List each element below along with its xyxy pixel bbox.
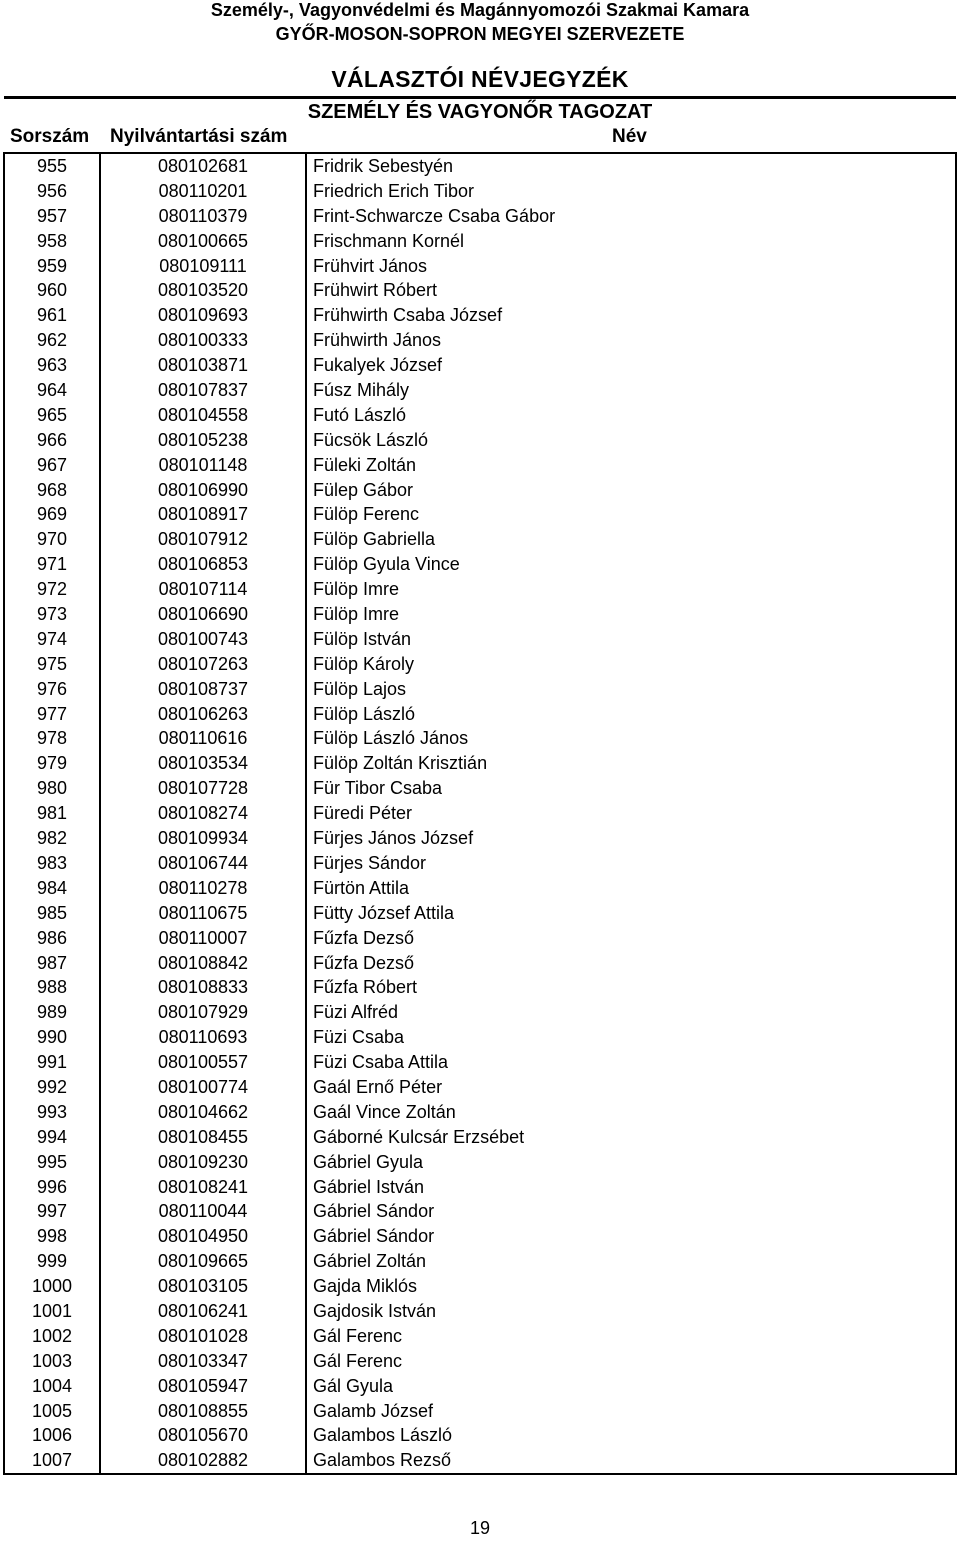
registration-number: 080108917 bbox=[101, 502, 307, 527]
member-name: Galambos László bbox=[313, 1425, 453, 1446]
row-number: 995 bbox=[5, 1150, 101, 1175]
registration-number: 080103105 bbox=[101, 1274, 307, 1299]
table-row bbox=[5, 1399, 955, 1424]
registration-number: 080101148 bbox=[101, 453, 307, 478]
table-row bbox=[5, 353, 955, 378]
table-row bbox=[5, 1374, 955, 1399]
member-name: Gaál Ernő Péter bbox=[313, 1076, 443, 1097]
row-number: 958 bbox=[5, 229, 101, 254]
registration-number: 080110379 bbox=[101, 204, 307, 229]
registration-number: 080107728 bbox=[101, 776, 307, 801]
column-header-number: Sorszám bbox=[10, 126, 90, 147]
registration-number: 080103520 bbox=[101, 278, 307, 303]
member-name: Frühwirt Róbert bbox=[313, 280, 438, 301]
member-name: Gaál Vince Zoltán bbox=[313, 1101, 456, 1122]
row-number: 997 bbox=[5, 1199, 101, 1224]
registration-number: 080108833 bbox=[101, 975, 307, 1000]
registration-number: 080108842 bbox=[101, 951, 307, 976]
row-number: 1000 bbox=[5, 1274, 101, 1299]
table-row bbox=[5, 1100, 955, 1125]
table-row bbox=[5, 975, 955, 1000]
registration-number: 080109230 bbox=[101, 1150, 307, 1175]
table-row bbox=[5, 652, 955, 677]
registration-number: 080100557 bbox=[101, 1050, 307, 1075]
registration-number: 080107114 bbox=[101, 577, 307, 602]
registration-number: 080109111 bbox=[101, 254, 307, 279]
row-number: 978 bbox=[5, 726, 101, 751]
member-name: Füzi Alfréd bbox=[313, 1002, 399, 1023]
table-row bbox=[5, 901, 955, 926]
row-number: 957 bbox=[5, 204, 101, 229]
table-row bbox=[5, 602, 955, 627]
table-row bbox=[5, 1349, 955, 1374]
member-name: Frühvirt János bbox=[313, 255, 428, 276]
row-number: 984 bbox=[5, 876, 101, 901]
column-header-name: Név bbox=[612, 126, 647, 147]
registration-number: 080100774 bbox=[101, 1075, 307, 1100]
member-name: Gáborné Kulcsár Erzsébet bbox=[313, 1126, 525, 1147]
member-name: Galambos Rezső bbox=[313, 1450, 452, 1471]
registration-number: 080103534 bbox=[101, 751, 307, 776]
table-row bbox=[5, 527, 955, 552]
row-number: 1004 bbox=[5, 1374, 101, 1399]
member-name: Fülöp Imre bbox=[313, 604, 400, 625]
member-name: Gábriel Gyula bbox=[313, 1151, 424, 1172]
registration-number: 080102882 bbox=[101, 1448, 307, 1473]
row-number: 991 bbox=[5, 1050, 101, 1075]
organization-branch: GYŐR-MOSON-SOPRON MEGYEI SZERVEZETE bbox=[275, 24, 685, 44]
member-name: Fukalyek József bbox=[313, 355, 443, 376]
registration-number: 080110201 bbox=[101, 179, 307, 204]
member-name: Fürtön Attila bbox=[313, 877, 410, 898]
row-number: 988 bbox=[5, 975, 101, 1000]
row-number: 996 bbox=[5, 1175, 101, 1200]
table-row bbox=[5, 1423, 955, 1448]
row-number: 962 bbox=[5, 328, 101, 353]
table-row bbox=[5, 303, 955, 328]
registration-number: 080103347 bbox=[101, 1349, 307, 1374]
row-number: 979 bbox=[5, 751, 101, 776]
row-number: 1001 bbox=[5, 1299, 101, 1324]
row-number: 959 bbox=[5, 254, 101, 279]
table-row bbox=[5, 478, 955, 503]
registration-number: 080108855 bbox=[101, 1399, 307, 1424]
table-row bbox=[5, 328, 955, 353]
registration-number: 080101028 bbox=[101, 1324, 307, 1349]
table-row bbox=[5, 453, 955, 478]
table-row bbox=[5, 1075, 955, 1100]
table-row bbox=[5, 926, 955, 951]
member-name: Fülöp Ferenc bbox=[313, 504, 420, 525]
row-number: 971 bbox=[5, 552, 101, 577]
row-number: 975 bbox=[5, 652, 101, 677]
registration-number: 080107263 bbox=[101, 652, 307, 677]
row-number: 982 bbox=[5, 826, 101, 851]
table-row bbox=[5, 751, 955, 776]
row-number: 963 bbox=[5, 353, 101, 378]
member-name: Fülöp Lajos bbox=[313, 678, 407, 699]
row-number: 994 bbox=[5, 1125, 101, 1150]
row-number: 986 bbox=[5, 926, 101, 951]
member-name: Futó László bbox=[313, 404, 407, 425]
registration-number: 080105238 bbox=[101, 428, 307, 453]
table-row bbox=[5, 1249, 955, 1274]
row-number: 999 bbox=[5, 1249, 101, 1274]
registration-number: 080106241 bbox=[101, 1299, 307, 1324]
member-name: Fülöp László János bbox=[313, 728, 469, 749]
registration-number: 080102681 bbox=[101, 154, 307, 179]
registration-number: 080110693 bbox=[101, 1025, 307, 1050]
registration-number: 080100333 bbox=[101, 328, 307, 353]
table-row bbox=[5, 1000, 955, 1025]
row-number: 985 bbox=[5, 901, 101, 926]
member-name: Gál Ferenc bbox=[313, 1350, 403, 1371]
member-name: Fülöp István bbox=[313, 628, 412, 649]
row-number: 989 bbox=[5, 1000, 101, 1025]
row-number: 973 bbox=[5, 602, 101, 627]
row-number: 965 bbox=[5, 403, 101, 428]
row-number: 1005 bbox=[5, 1399, 101, 1424]
registration-number: 080108274 bbox=[101, 801, 307, 826]
row-number: 977 bbox=[5, 702, 101, 727]
table-row bbox=[5, 951, 955, 976]
table-row bbox=[5, 876, 955, 901]
registration-number: 080105947 bbox=[101, 1374, 307, 1399]
registration-number: 080100743 bbox=[101, 627, 307, 652]
table-row bbox=[5, 776, 955, 801]
row-number: 983 bbox=[5, 851, 101, 876]
row-number: 970 bbox=[5, 527, 101, 552]
row-number: 1002 bbox=[5, 1324, 101, 1349]
registration-number: 080110675 bbox=[101, 901, 307, 926]
row-number: 1006 bbox=[5, 1423, 101, 1448]
registration-number: 080106263 bbox=[101, 702, 307, 727]
table-row bbox=[5, 179, 955, 204]
table-row bbox=[5, 726, 955, 751]
row-number: 967 bbox=[5, 453, 101, 478]
table-row bbox=[5, 801, 955, 826]
section-title: SZEMÉLY ÉS VAGYONŐR TAGOZAT bbox=[4, 96, 956, 122]
registration-number: 080109665 bbox=[101, 1249, 307, 1274]
row-number: 998 bbox=[5, 1224, 101, 1249]
row-number: 969 bbox=[5, 502, 101, 527]
member-name: Frühwirth Csaba József bbox=[313, 305, 503, 326]
member-name: Fűzfa Dezső bbox=[313, 927, 415, 948]
column-header-registration: Nyilvántartási szám bbox=[110, 126, 288, 147]
member-name: Fütty József Attila bbox=[313, 902, 455, 923]
table-row bbox=[5, 1199, 955, 1224]
member-name: Füleki Zoltán bbox=[313, 454, 417, 475]
member-name: Fridrik Sebestyén bbox=[313, 156, 454, 176]
member-name: Gábriel Zoltán bbox=[313, 1251, 427, 1272]
registration-number: 080109693 bbox=[101, 303, 307, 328]
member-name: Fűzfa Róbert bbox=[313, 977, 418, 998]
table-row bbox=[5, 627, 955, 652]
member-name: Gál Ferenc bbox=[313, 1325, 403, 1346]
table-row bbox=[5, 702, 955, 727]
table-row bbox=[5, 403, 955, 428]
table-row bbox=[5, 1299, 955, 1324]
member-name: Gál Gyula bbox=[313, 1375, 394, 1396]
member-name: Fülöp Zoltán Krisztián bbox=[313, 753, 488, 774]
row-number: 980 bbox=[5, 776, 101, 801]
member-name: Fülöp Gabriella bbox=[313, 529, 436, 550]
table-row bbox=[5, 1150, 955, 1175]
member-name: Fülöp László bbox=[313, 703, 416, 724]
table-row bbox=[5, 1125, 955, 1150]
member-name: Fülöp Gyula Vince bbox=[313, 554, 460, 575]
registration-number: 080100665 bbox=[101, 229, 307, 254]
row-number: 960 bbox=[5, 278, 101, 303]
registration-number: 080103871 bbox=[101, 353, 307, 378]
row-number: 981 bbox=[5, 801, 101, 826]
table-row bbox=[5, 278, 955, 303]
member-name: Füzi Csaba bbox=[313, 1027, 405, 1048]
table-row bbox=[5, 1274, 955, 1299]
member-name: Galamb József bbox=[313, 1400, 434, 1421]
member-name: Gajda Miklós bbox=[313, 1276, 418, 1297]
registration-number: 080110616 bbox=[101, 726, 307, 751]
table-row bbox=[5, 577, 955, 602]
voter-table bbox=[3, 152, 957, 1475]
registration-number: 080108455 bbox=[101, 1125, 307, 1150]
member-name: Gábriel Sándor bbox=[313, 1226, 435, 1247]
row-number: 972 bbox=[5, 577, 101, 602]
member-name: Frühwirth János bbox=[313, 330, 442, 351]
organization-name: Személy-, Vagyonvédelmi és Magánnyomozói Szakmai Kamara bbox=[210, 0, 750, 20]
table-row bbox=[5, 204, 955, 229]
registration-number: 080106853 bbox=[101, 552, 307, 577]
member-name: Gábriel István bbox=[313, 1176, 425, 1197]
row-number: 976 bbox=[5, 677, 101, 702]
table-row bbox=[5, 378, 955, 403]
member-name: Gábriel Sándor bbox=[313, 1201, 435, 1222]
member-name: Fülöp Károly bbox=[313, 653, 415, 674]
member-name: Fürjes János József bbox=[313, 828, 474, 849]
row-number: 992 bbox=[5, 1075, 101, 1100]
table-row bbox=[5, 1224, 955, 1249]
row-number: 964 bbox=[5, 378, 101, 403]
page-number: 19 bbox=[469, 1518, 491, 1538]
table-row bbox=[5, 1448, 955, 1473]
table-row bbox=[5, 1324, 955, 1349]
table-row bbox=[5, 502, 955, 527]
row-number: 1007 bbox=[5, 1448, 101, 1473]
registration-number: 080107912 bbox=[101, 527, 307, 552]
registration-number: 080110007 bbox=[101, 926, 307, 951]
row-number: 990 bbox=[5, 1025, 101, 1050]
row-number: 961 bbox=[5, 303, 101, 328]
member-name: Friedrich Erich Tibor bbox=[313, 180, 475, 201]
registration-number: 080107837 bbox=[101, 378, 307, 403]
registration-number: 080106990 bbox=[101, 478, 307, 503]
member-name: Füredi Péter bbox=[313, 803, 413, 824]
table-row bbox=[5, 826, 955, 851]
table-row bbox=[5, 677, 955, 702]
row-number: 955 bbox=[5, 154, 101, 179]
member-name: Gajdosik István bbox=[313, 1300, 437, 1321]
member-name: Fücsök László bbox=[313, 429, 429, 450]
member-name: Frint-Schwarcze Csaba Gábor bbox=[313, 205, 556, 226]
registration-number: 080106744 bbox=[101, 851, 307, 876]
table-row bbox=[5, 552, 955, 577]
member-name: Frischmann Kornél bbox=[313, 230, 465, 251]
registration-number: 080107929 bbox=[101, 1000, 307, 1025]
registration-number: 080104950 bbox=[101, 1224, 307, 1249]
member-name: Fűzfa Dezső bbox=[313, 952, 415, 973]
member-name: Für Tibor Csaba bbox=[313, 778, 443, 799]
registration-number: 080106690 bbox=[101, 602, 307, 627]
member-name: Fürjes Sándor bbox=[313, 852, 427, 873]
row-number: 1003 bbox=[5, 1349, 101, 1374]
table-row bbox=[5, 1025, 955, 1050]
row-number: 968 bbox=[5, 478, 101, 503]
row-number: 993 bbox=[5, 1100, 101, 1125]
table-row bbox=[5, 428, 955, 453]
table-row bbox=[5, 1175, 955, 1200]
registration-number: 080110278 bbox=[101, 876, 307, 901]
table-row bbox=[5, 851, 955, 876]
row-number: 956 bbox=[5, 179, 101, 204]
registration-number: 080104558 bbox=[101, 403, 307, 428]
table-row bbox=[5, 254, 955, 279]
member-name: Fülöp Imre bbox=[313, 579, 400, 600]
registration-number: 080109934 bbox=[101, 826, 307, 851]
registration-number: 080110044 bbox=[101, 1199, 307, 1224]
table-row bbox=[5, 154, 955, 179]
row-number: 987 bbox=[5, 951, 101, 976]
registration-number: 080108737 bbox=[101, 677, 307, 702]
table-row bbox=[5, 1050, 955, 1075]
registration-number: 080105670 bbox=[101, 1423, 307, 1448]
document-title: VÁLASZTÓI NÉVJEGYZÉK bbox=[331, 66, 629, 92]
row-number: 974 bbox=[5, 627, 101, 652]
member-name: Fúsz Mihály bbox=[313, 380, 410, 401]
member-name: Fülep Gábor bbox=[313, 479, 414, 500]
table-header bbox=[4, 122, 956, 152]
member-name: Füzi Csaba Attila bbox=[313, 1052, 449, 1073]
registration-number: 080108241 bbox=[101, 1175, 307, 1200]
row-number: 966 bbox=[5, 428, 101, 453]
registration-number: 080104662 bbox=[101, 1100, 307, 1125]
table-row bbox=[5, 229, 955, 254]
